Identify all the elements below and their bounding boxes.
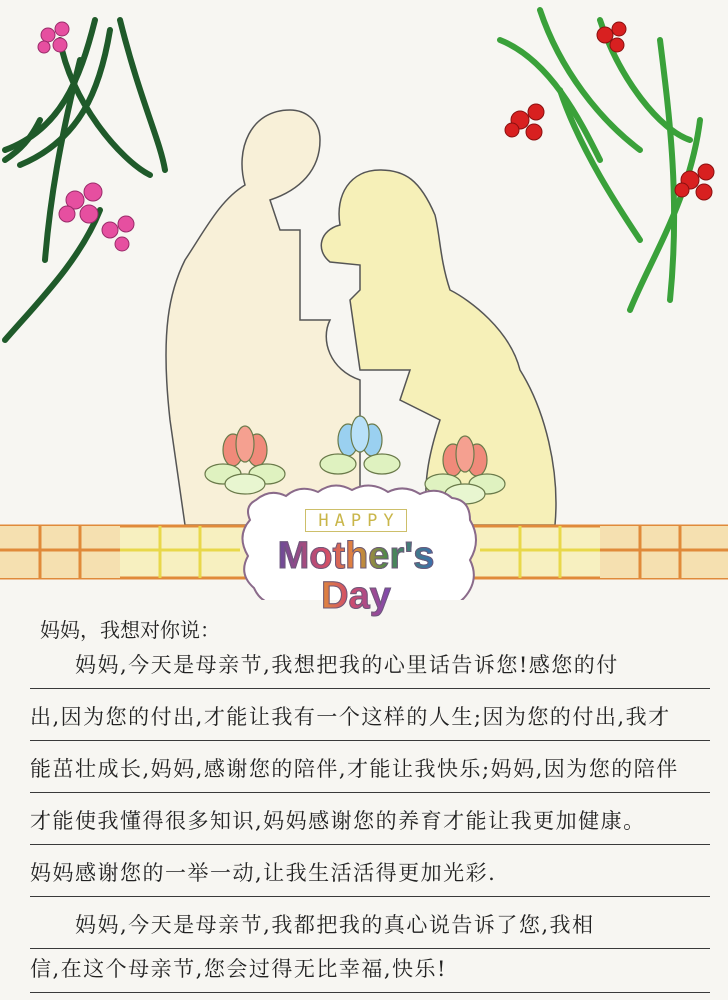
mother-child-silhouette (166, 110, 556, 525)
letter-line: 妈妈,今天是母亲节,我想把我的心里话告诉您!感您的付 (30, 642, 710, 689)
letter-line: 妈妈感谢您的一举一动,让我生活活得更加光彩. (30, 850, 710, 897)
letter-line: 才能使我懂得很多知识,妈妈感谢您的养育才能让我更加健康。 (30, 798, 710, 845)
letter-line: 出,因为您的付出,才能让我有一个这样的人生;因为您的付出,我才 (30, 694, 710, 741)
letter-line: 妈妈,今天是母亲节,我都把我的真心说告诉了您,我相 (30, 902, 710, 949)
letter-greeting: 妈妈，我想对你说： (40, 618, 220, 642)
title-frame (242, 485, 476, 600)
left-vines (5, 20, 165, 340)
right-vines (500, 10, 700, 310)
happy-label: HAPPY (305, 509, 406, 532)
letter-line: 能茁壮成长,妈妈,感谢您的陪伴,才能让我快乐;妈妈,因为您的陪伴 (30, 746, 710, 793)
letter-line: 信,在这个母亲节,您会过得无比幸福,快乐! (30, 946, 710, 993)
